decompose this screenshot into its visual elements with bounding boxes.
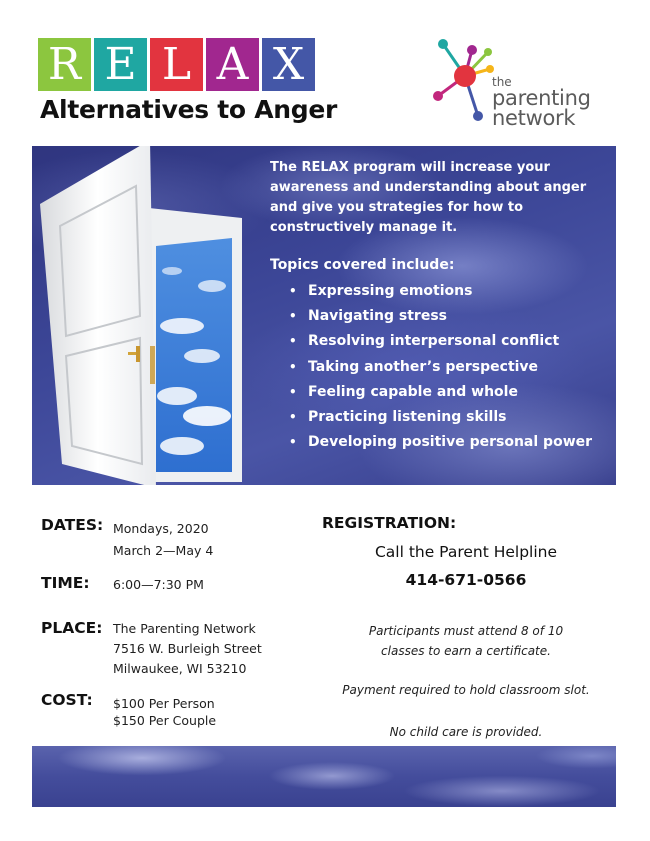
- list-item: [270, 279, 610, 304]
- attendance-note: [320, 621, 612, 661]
- bullet-icon: •: [289, 384, 297, 399]
- dates-line-2: March 2—May 4: [113, 543, 214, 558]
- bullet-icon: •: [289, 309, 297, 324]
- place-line-3: Milwaukee, WI 53210: [113, 661, 247, 676]
- topic-label: Feeling capable and whole: [308, 383, 518, 400]
- list-item: [270, 430, 610, 455]
- topic-label: Practicing listening skills: [308, 409, 507, 426]
- logo-parenting: parenting: [492, 86, 591, 110]
- topic-label: Taking another’s perspective: [308, 358, 539, 375]
- topic-label: Resolving interpersonal conflict: [308, 333, 560, 350]
- time-label: TIME:: [41, 574, 90, 592]
- place-line-1: The Parenting Network: [113, 621, 256, 636]
- relax-letter-a: A: [206, 38, 259, 91]
- logo-the: the: [492, 75, 512, 89]
- logo-network: network: [492, 106, 576, 130]
- dates-label: DATES:: [41, 516, 104, 534]
- relax-letter-l: L: [150, 38, 203, 91]
- payment-note: Payment required to hold classroom slot.: [342, 683, 590, 697]
- helpline-phone[interactable]: 414-671-0566: [405, 571, 527, 589]
- hero-banner: [32, 146, 616, 485]
- child-care-note: No child care is provided.: [389, 725, 543, 739]
- attendance-note-line-2: classes to earn a certificate.: [381, 644, 551, 658]
- bullet-icon: •: [289, 410, 297, 425]
- footer-sky-image: [32, 746, 616, 807]
- parenting-network-logo: [430, 36, 620, 128]
- topic-label: Developing positive personal power: [308, 434, 593, 451]
- topics-list: [270, 279, 610, 455]
- relax-letter-r: R: [38, 38, 91, 91]
- list-item: [270, 329, 610, 354]
- bullet-icon: •: [289, 359, 297, 374]
- open-door-illustration: [32, 146, 272, 485]
- relax-letter-x: X: [262, 38, 315, 91]
- parenting-network-hub-icon: [430, 36, 500, 128]
- relax-letter-e: E: [94, 38, 147, 91]
- topic-label: Expressing emotions: [308, 283, 473, 299]
- bullet-icon: •: [289, 334, 297, 349]
- banner-text: [270, 158, 610, 455]
- helpline-label: Call the Parent Helpline: [374, 543, 558, 561]
- list-item: [270, 405, 610, 430]
- cost-label: COST:: [41, 691, 93, 709]
- list-item: [270, 380, 610, 405]
- cost-line-2: $150 Per Couple: [113, 713, 217, 728]
- topics-heading: Topics covered include:: [270, 257, 455, 273]
- cost-line-1: $100 Per Person: [113, 696, 215, 711]
- list-item: [270, 304, 610, 329]
- page-subtitle: Alternatives to Anger: [40, 95, 338, 124]
- time-value: 6:00—7:30 PM: [113, 577, 204, 592]
- logo-wordmark: [492, 76, 591, 128]
- topic-label: Navigating stress: [308, 308, 448, 325]
- program-intro: The RELAX program will increase your awareness and understanding about anger and give you strategies for how to constructively manage it.: [270, 160, 587, 235]
- registration-title: REGISTRATION:: [322, 514, 457, 532]
- bullet-icon: •: [289, 284, 297, 298]
- bullet-icon: •: [289, 435, 297, 450]
- list-item: [270, 355, 610, 380]
- dates-line-1: Mondays, 2020: [113, 521, 209, 536]
- place-label: PLACE:: [41, 619, 103, 637]
- relax-wordmark: [38, 38, 315, 91]
- place-line-2: 7516 W. Burleigh Street: [113, 641, 262, 656]
- attendance-note-line-1: Participants must attend 8 of 10: [368, 624, 564, 638]
